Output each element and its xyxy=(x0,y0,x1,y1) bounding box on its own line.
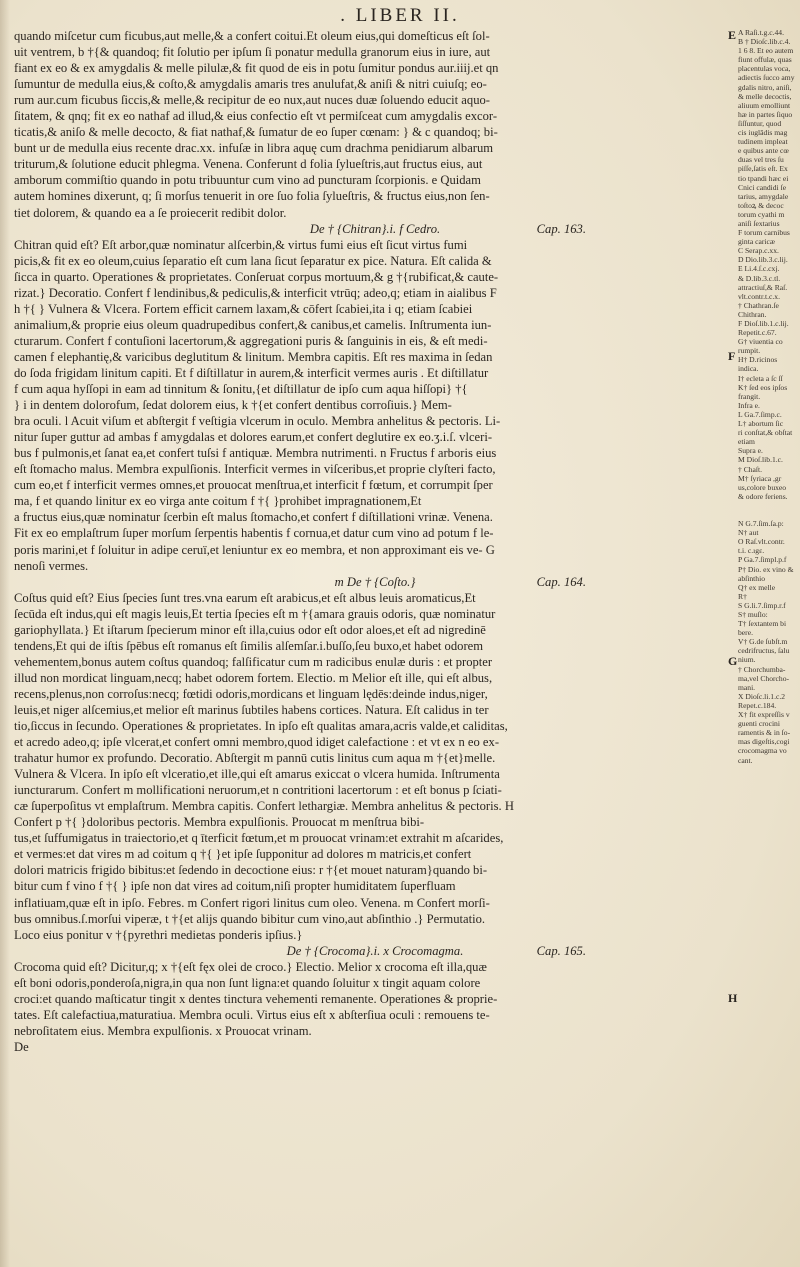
margin-note: 1 6 8. Et eo autem xyxy=(738,46,794,56)
margin-note: H† D.ricinos xyxy=(738,355,778,365)
section-letter: G xyxy=(728,654,738,668)
margin-note: S† muſlo: xyxy=(738,610,768,619)
text-line: triturum,& ſolutione educit phlegma. Venena. Conferunt d folia ſylueſtris,aut fructus eius, aut xyxy=(14,157,483,172)
margin-note: mani. xyxy=(738,682,756,692)
margin-note: M† ſyriaca ,gr xyxy=(738,473,782,483)
margin-note: & melle decoctis, xyxy=(738,91,792,101)
margin-note: C Serap.c.xx. xyxy=(738,246,779,256)
margin-note: Chithran. xyxy=(738,309,767,319)
margin-note: Repetit.c.67. xyxy=(738,328,777,338)
chapter-number: Cap. 165. xyxy=(536,943,586,958)
margin-note: G† viuentia co xyxy=(738,337,783,347)
margin-note: I† ecleta a ſc ſſ xyxy=(738,373,783,383)
text-line: nitur ſuper guttur ad ambas f amygdalas et dolores earum,et confert deglutire ex eo.ʒ.i.ſ. vlceri- xyxy=(14,430,493,445)
text-line: nenoſi vermes. xyxy=(14,558,89,573)
margin-note: hæ in partes ſiquo xyxy=(738,109,793,119)
section-letter: F xyxy=(728,349,736,363)
margin-note: & odore feriens. xyxy=(738,491,788,501)
margin-note: Infra e. xyxy=(738,400,760,410)
margin-note: guenti crocini xyxy=(738,719,780,729)
margin-note: toſtoꝝ & decoc xyxy=(738,200,784,210)
margin-note: S G.li.7.ſimp.r.f xyxy=(738,600,786,610)
text-line: tendens,Et qui de iſtis ſpēbus eſt romanus eſt ſimilis alſemſar.i.buſſo,ſeu buxo,et habet odorem xyxy=(14,638,484,653)
margin-note: F Dioſ.lib.1.c.lij. xyxy=(738,319,789,328)
margin-note: K† ſed eos ipſos xyxy=(738,382,788,392)
text-line: tus,et ſuffumigatus in traiectorio,et q īterficit fœtum,et m prouocat vrinam:et extrahit m aſcarides, xyxy=(14,831,504,846)
margin-note: B † Dioſc.lib.c.4. xyxy=(738,37,791,47)
section-letter: E xyxy=(728,28,737,42)
text-line: et vermes:et dat vires m ad coitum q †{ }et ipſe ſupponitur ad dolores m matricis,et confert xyxy=(14,847,472,862)
text-line: Confert p †{ }doloribus pectoris. Membra expulſionis. Prouocat m menſtrua bibi- xyxy=(14,815,425,830)
margin-note: aniſi ſextarius xyxy=(738,218,780,228)
text-line: et acredo adeo,q; ipſe vlcerat,et confert omni membro,quod idiget calefactione : et vt ex n eo ex- xyxy=(14,735,500,750)
text-line: illud non mordicat linguam,necq; habet odorem fortem. Electio. m Melior eſt ille, qui eſt albus, xyxy=(14,670,493,685)
text-line: poris marini,et f ſoluitur in adipe ceruï,et leniuntur ex eo membra, et non approximant eis ve- G xyxy=(14,542,495,557)
text-line: bra oculi. l Acuit viſum et abſtergit f veſtigia vlcerum in oculo. Membra anhelitus & pectoris. Li- xyxy=(14,414,501,429)
text-line: tio,ſiccus in ſecundo. Operationes & proprietates. In ipſo eſt qualitas amara,acris valde,et caliditas, xyxy=(14,719,508,734)
margin-note: nium. xyxy=(738,655,756,665)
marginal-notes xyxy=(738,28,798,1264)
text-line: recens,plenus,non corroſus:necq; fœtidi odoris,mordicans et linguam lędēs:deinde indus,niger, xyxy=(14,686,488,701)
text-line: tates. Eſt calefactiua,maturatiua. Membra oculi. Virtus eius eſt x abſterſiua oculi : remouens te- xyxy=(14,1007,490,1022)
text-line: ſumuntur de medulla eius,& coſto,& amygdalis amaris tres anulufat,& aniſi & nitri cuiuſq; eo- xyxy=(14,77,487,92)
margin-note: X† fit expreſſis v xyxy=(738,710,790,720)
text-line: croci:et quando maſticatur tingit x dentes tinctura vehementi remanente. Operationes & proprie- xyxy=(14,991,498,1006)
margin-note: Repet.c.184. xyxy=(738,700,777,710)
margin-note: ſiſſuntur, quod xyxy=(738,118,782,128)
text-line: ticatis,& aniſo & melle decocto, & fiat nathaf,& ſumatur de eo ſuper cœnam: } & c quandoq; bi- xyxy=(14,125,498,140)
margin-note: ma,vel Chorcho- xyxy=(738,673,790,683)
margin-note: bere. xyxy=(738,628,753,638)
margin-note: e quibus ante cœ xyxy=(738,146,789,156)
chapter-162-continuation xyxy=(14,28,736,221)
main-text-column xyxy=(14,28,736,1264)
margin-note: X Dioſc.li.1.c.2 xyxy=(738,691,786,701)
margin-note: tio tpandi hæc ei xyxy=(738,173,789,183)
margin-note: us,colore buxeo xyxy=(738,482,787,492)
margin-note xyxy=(738,510,798,519)
chapter-title-163 xyxy=(14,221,736,237)
margin-note xyxy=(738,501,798,510)
text-line: amborum commiſtio quando in potu tribuuntur cum vino ad puncturam ſcorpionis. e Quidam xyxy=(14,173,481,188)
margin-note: ginta caricæ xyxy=(738,237,775,247)
margin-note: frangit. xyxy=(738,391,761,401)
text-line: bitur cum f vino f †{ } ipſe non dat vires ad coitum,niſi propter humiditatem ſuperfluam xyxy=(14,879,456,894)
margin-note: cedrifructus, ſalu xyxy=(738,646,790,656)
text-line: } i in dentem dolorofum, ſedat dolorem eius, k †{et confert dentibus corroſiuis.} Mem- xyxy=(14,398,452,413)
text-line: quando miſcetur cum ficubus,aut melle,& a confert coitui.Et oleum eius,qui domeſticus eſt ſol- xyxy=(14,29,490,43)
text-line: bus f pulmonis,et ſanat ea,et confert tuſsi f antiquæ. Membra nutrimenti. n Fructus f arboris eius xyxy=(14,446,497,461)
text-line: cæ ſuperpoſitus vt emplaſtrum. Membra capitis. Confert lethargiæ. Membra anhelitus & pectoris. H xyxy=(14,799,514,814)
margin-note: D Dio.lib.3.c.lij. xyxy=(738,255,788,265)
margin-note: etiam xyxy=(738,437,755,447)
margin-note: P Ga.7.ſimpl.p.f xyxy=(738,555,787,565)
margin-note: gdalis nitro, aniſi, xyxy=(738,82,792,92)
chapter-163-text xyxy=(14,237,736,574)
text-line: ſitatem, & qnq; fit ex eo nathaf ad illud,& eius confectio eſt vt permiſceat cum amygdalis excor- xyxy=(14,109,498,124)
margin-note: V† G.de ſubſt.m xyxy=(738,637,788,647)
margin-note: piſſe,ſatis eſt. Ex xyxy=(738,164,788,174)
margin-note: abſinthio xyxy=(738,573,765,583)
text-line: cturarum. Confert f contuſioni lacertorum,& aggregationi puris & ſanguinis in eis, & eſt medi- xyxy=(14,333,488,348)
chapter-name: De † {Crocoma}.i. x Crocomagma. xyxy=(286,943,464,958)
margin-note: O Raſ.vlt.contr. xyxy=(738,537,785,547)
margin-note: cant. xyxy=(738,755,753,765)
text-line: tiet dolorem, & quando ea a ſe proiecerit redibit dolor. xyxy=(14,205,287,220)
text-line: Crocoma quid eſt? Dicitur,q; x †{eſt fęx olei de croco.} Electio. Melior x crocoma eſt illa,quæ xyxy=(14,959,487,974)
margin-note: Cnici candidi ſe xyxy=(738,182,787,192)
margin-note: E Li.4.ſ.c.cxj. xyxy=(738,264,780,274)
margin-note: indica. xyxy=(738,364,759,374)
text-line: bus omnibus.ſ.morſui viperæ, t †{et alijs quando bibitur cum vino,aut abſinthio .} Permutatio. xyxy=(14,911,486,926)
margin-note: tarius, amygdale xyxy=(738,191,789,201)
running-header: . LIBER II. xyxy=(340,5,460,26)
section-letter-column xyxy=(728,28,738,1264)
text-line: dolori matricis frigido bibitus:et ſedendo in decoctione eius: r †{et mouet naturam}quando bi- xyxy=(14,863,488,878)
text-line: uit ventrem, b †{& quandoq; fit ſolutio per ipſum ſi ponatur medulla granorum eius in iure, aut xyxy=(14,45,491,60)
margin-note: N G.7.ſim.ſa.p: xyxy=(738,519,784,529)
margin-note: attractiuſ,& Raſ. xyxy=(738,282,788,292)
text-line: nebroſitatem eius. Membra expulſionis. x Prouocat vrinam. xyxy=(14,1023,312,1038)
margin-note: adiectis ſucco amy xyxy=(738,73,795,83)
text-line: eſt ſtomacho malus. Membra expulſionis. Interficit vermes in viſceribus,et proprie clyſteri facto, xyxy=(14,462,496,477)
text-line: Chitran quid eſt? Eſt arbor,quæ nominatur alſcerbin,& virtus fumi eius eſt ſicut virtus fumi xyxy=(14,237,468,252)
chapter-title-165 xyxy=(14,943,736,959)
margin-note: † Chathran.ſe xyxy=(738,300,779,310)
margin-note: crocomagma vo xyxy=(738,746,787,756)
text-line: animalium,& proprie eius oleum quadrupedibus confert,& canibus,et camelis. Inſtrumenta iun- xyxy=(14,317,492,332)
margin-note: ramentis & in ſo- xyxy=(738,728,791,738)
margin-note: rumpit. xyxy=(738,346,761,356)
text-line: ſicca in quarto. Operationes & proprietates. Conſeruat corpus mortuum,& g †{rubificat,& caute- xyxy=(14,269,499,284)
text-line: leuis,et niger alſcemius,et melior eſt marinus ſubtiles habens cortices. Natura. Eſt calidus in ter xyxy=(14,702,489,717)
margin-note: duas vel tres ſu xyxy=(738,155,784,165)
text-line: camen f elephantię,& varicibus deglutitum & linitum. Membra capitis. Eſt res maxima in ſedan xyxy=(14,349,493,364)
chapter-name: De † {Chitran}.i. f Cedro. xyxy=(309,221,441,236)
text-line: picis,& fit ex eo oleum,cuius ſeparatio eſt cum lana ſicut ſeparatur ex pice. Natura. Eſt calida & xyxy=(14,253,492,268)
text-line: vehementem,bonus autem coſtus quandoq; falſificatur cum m radicibus enulæ duris : et propter xyxy=(14,654,493,669)
text-line: autem homines dixerunt, q; ſi morſus tenuerit in ore ſuo folia ſylueſtris, & fructus eius,non ſen- xyxy=(14,189,490,204)
margin-note: t.i. c.ıgε. xyxy=(738,546,765,556)
margin-note: ri conſtat,& obſtat xyxy=(738,428,793,438)
text-line: Vulnera & Vlcera. In ipſo eſt vlceratio,et ille,qui eſt amarus exiccat o vlcera humida. Inſtrumenta xyxy=(14,767,500,782)
text-line: gariophyllata.} Et iſtarum ſpecierum minor eſt illa,cuius odor eſt odor aloes,et eſt ad nigredinē xyxy=(14,622,486,637)
text-line: De xyxy=(14,1039,29,1054)
margin-note: Supra e. xyxy=(738,446,763,456)
text-line: cum eo,et f interficit vermes omnes,et prouocat menſtrua,et interficit f fœtum, et corrumpit ſper xyxy=(14,478,493,493)
text-line: inflatiuam,quæ eſt in ipſo. Febres. m Confert rigori linitus cum oleo. Venena. m Confert morſi- xyxy=(14,895,490,910)
text-line: f cum aqua hyſſopi in eam ad tinnitum & ſonitu,{et diſtillatur de ipſo cum aqua hiſſopi} †{ xyxy=(14,382,468,397)
text-line: rizat.} Decoratio. Confert f lendinibus,& pediculis,& interficit vtrūq; adeo,q; etiam in aialibus F xyxy=(14,285,497,300)
text-line: bunt ur de medulla eius recente drac.xx. infuſæ in libra aquę cum drachma penidiarum albarum xyxy=(14,141,494,156)
margin-note: fiunt offulæ, quas xyxy=(738,55,792,65)
margin-note: mas digeſtis,cogi xyxy=(738,737,790,747)
text-line: ſecūda eſt indus,qui eſt magis leuis,Et tertia ſpecies eſt m †{amara grauis odoris, quæ nominatur xyxy=(14,606,496,621)
margin-note: A Raſi.t.g.c.44. xyxy=(738,28,784,37)
margin-note: aliuum emolliunt xyxy=(738,100,791,110)
text-line: Loco eius ponitur v †{pyrethri medietas ponderis ipſius.} xyxy=(14,927,303,942)
text-line: trahatur humor ex profundo. Decoratio. Abſtergit m pannū cutis linitus cum aqua m †{et}melle. xyxy=(14,751,496,766)
page-gutter-shadow xyxy=(0,0,10,1267)
margin-note: L† abortum ſic xyxy=(738,419,784,429)
margin-note: L Ga.7.ſimp.c. xyxy=(738,409,782,419)
text-line: iuncturarum. Confert m mollificationi neruorum,et n contritioni lacertorum : et eſt bonus p ſciati- xyxy=(14,783,502,798)
margin-note: cis iuglādis mag xyxy=(738,128,788,138)
text-line: rum aur.cum ficubus ſiccis,& melle,& recipitur de eo nux,aut nuces duæ ſoluendo educit aquo- xyxy=(14,93,490,108)
margin-note: † Chaſt. xyxy=(738,464,763,474)
margin-note: R† xyxy=(738,591,747,601)
chapter-name: m De † {Coſto.} xyxy=(334,574,416,589)
margin-note: placentulas voca, xyxy=(738,64,791,74)
margin-note: P† Dio. ex vino & xyxy=(738,564,794,574)
margin-note: Q† ex melle xyxy=(738,582,776,592)
margin-note: T† ſextantem bi xyxy=(738,619,787,629)
margin-note: M Dioſ.lib.1.c. xyxy=(738,455,783,465)
text-line: do ſoda frigidam linitum capiti. Et f diſtillatur in aurem,& interficit vermes auris . Et diſtillatur xyxy=(14,365,489,380)
text-line: Fit ex eo emplaſtrum ſuper morſum ſerpentis habentis f cornua,et datur cum vino ad potum f le- xyxy=(14,526,494,541)
section-letter: H xyxy=(728,991,738,1005)
text-line: ma, f et quando linitur ex eo virga ante coitum f †{ }prohibet impragnationem,Et xyxy=(14,494,422,509)
margin-note: & D.lib.3.c.tl. xyxy=(738,273,781,283)
chapter-number: Cap. 163. xyxy=(536,221,586,236)
text-line: h †{ } Vulnera & Vlcera. Fortem efficit carnem laxam,& cōfert ſcabiei,ita i q; etiam ſcabiei xyxy=(14,301,473,316)
text-line: Coſtus quid eſt? Eius ſpecies ſunt tres.vna earum eſt arabicus,et eſt albus leuis aromaticus,Et xyxy=(14,590,476,605)
text-line: a fructus eius,quæ nominatur ſcerbin eſt malus ſtomacho,et confert f diſtillationi vrinæ. Venena. xyxy=(14,510,493,525)
margin-note: tudinem impleat xyxy=(738,137,788,147)
chapter-165-text xyxy=(14,959,736,1055)
chapter-164-text xyxy=(14,590,736,943)
margin-note: vlt.contr.t.c.x. xyxy=(738,291,780,301)
margin-note: torum cyathi m xyxy=(738,209,785,219)
text-line: fiant ex eo & ex amygdalis & melle pilulæ,& fit quod de eis in potu ſumitur pondus aur.iiij.et qn xyxy=(14,61,499,76)
text-line: eſt boni odoris,ponderoſa,nigra,in qua non ſunt ligna:et quando ſoluitur x tingit aquam colore xyxy=(14,975,481,990)
chapter-number: Cap. 164. xyxy=(536,574,586,589)
margin-note: F torum carnibus xyxy=(738,228,790,238)
chapter-title-164 xyxy=(14,574,736,590)
margin-note: † Chorchumba- xyxy=(738,664,786,674)
margin-note: N† aut xyxy=(738,528,759,538)
